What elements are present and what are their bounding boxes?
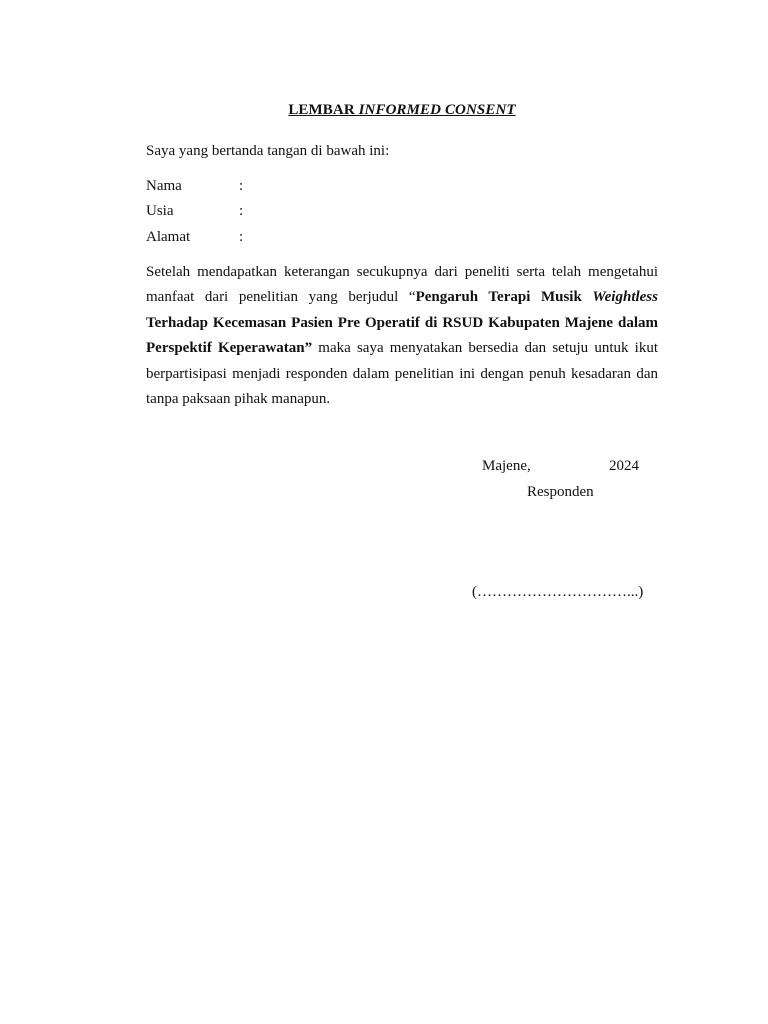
signature-role: Responden — [527, 484, 594, 500]
title-prefix: LEMBAR — [288, 102, 359, 118]
field-label-nama: Nama — [146, 178, 182, 194]
document-title — [0, 102, 768, 119]
signature-year: 2024 — [609, 458, 639, 474]
statement-part2: maka saya menyatakan bersedia dan setuju untuk ikut berpartisipasi menjadi responden dalam penelitian ini dengan penuh kesadaran dan tanpa paksaan pihak manapun. — [146, 340, 658, 408]
consent-statement — [146, 260, 658, 412]
signature-name-line: (…………………………...) — [472, 584, 644, 600]
field-label-alamat: Alamat — [146, 229, 191, 245]
field-label-usia: Usia — [146, 203, 174, 219]
statement-part1: Setelah mendapatkan keterangan secukupnya dari peneliti serta telah mengetahui manfaat dari penelitian yang berjudul “ — [146, 264, 658, 306]
intro-text: Saya yang bertanda tangan di bawah ini: — [146, 143, 390, 159]
title-italic: INFORMED CONSENT — [358, 102, 516, 118]
field-separator: : — [239, 203, 244, 219]
field-separator: : — [239, 229, 244, 245]
research-title-italic: Weightless — [592, 289, 658, 306]
research-title-part2: Terhadap Kecemasan Pasien Pre Operatif di RSUD Kabupaten Majene dalam Perspektif Keperawatan” — [146, 314, 658, 357]
signature-place: Majene, — [482, 458, 531, 474]
field-separator: : — [239, 178, 244, 194]
research-title-part1: Pengaruh Terapi Musik — [415, 289, 593, 306]
